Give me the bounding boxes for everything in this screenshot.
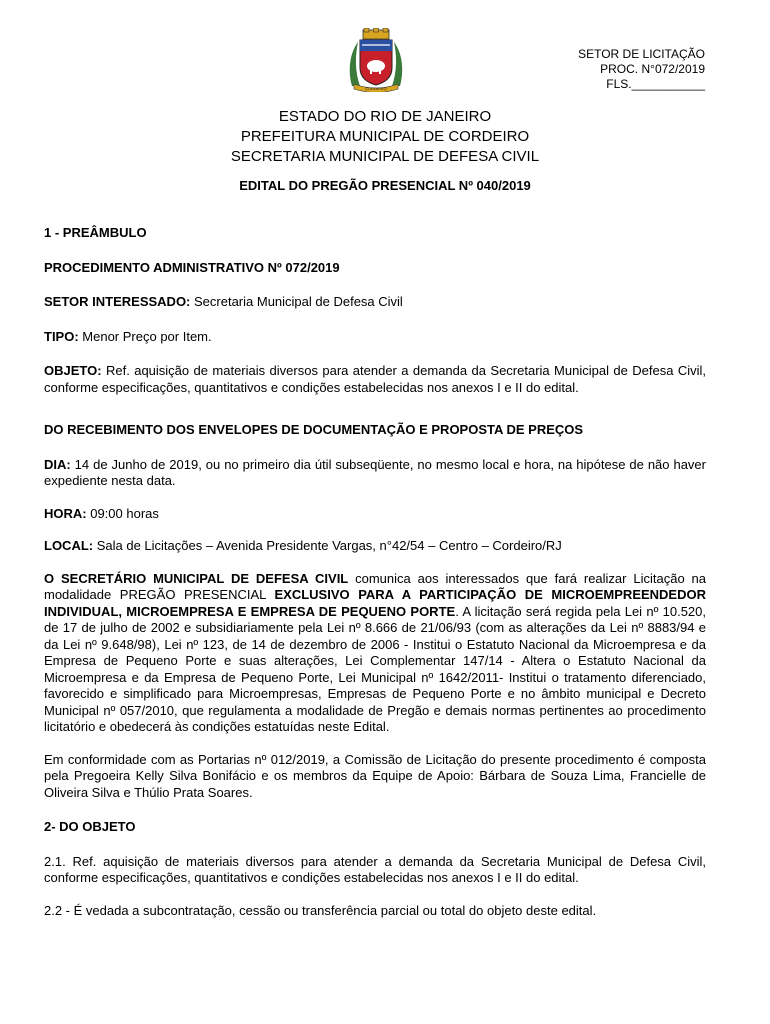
objeto-heading: 2- DO OBJETO: [44, 819, 136, 834]
tipo-value: Menor Preço por Item.: [78, 328, 212, 344]
setor-stamp: [465, 47, 705, 92]
crest-banner-text: CORDEIRO: [365, 86, 387, 91]
header-state: ESTADO DO RIO DE JANEIRO: [278, 108, 492, 125]
recebimento-heading: DO RECEBIMENTO DOS ENVELOPES DE DOCUMENTAÇÃO E PROPOSTA DE PREÇOS: [44, 422, 584, 437]
edital-title: EDITAL DO PREGÃO PRESENCIAL Nº 040/2019: [239, 178, 531, 193]
municipal-coat-of-arms-icon: [346, 28, 406, 92]
header-prefeitura: PREFEITURA MUNICIPAL DE CORDEIRO: [240, 128, 530, 145]
setor-interessado-value: Secretaria Municipal de Defesa Civil: [190, 294, 403, 309]
item-2-2: 2.2 - É vedada a subcontratação, cessão ou transferência parcial ou total do objeto deste edital.: [44, 902, 597, 918]
secretario-bold: O SECRETÁRIO MUNICIPAL DE DEFESA CIVIL: [44, 570, 349, 586]
item-2-1: 2.1. Ref. aquisição de materiais diversos para atender a demanda da Secretaria Municipal de Defesa Civil, conforme especificações, quantitativos e condições estabelecidas nos anexos I e II do edital.: [44, 853, 706, 885]
proc-number: PROC. N°072/2019: [600, 62, 705, 76]
dia-label: DIA:: [44, 456, 71, 472]
secretario-paragraph: [44, 571, 706, 736]
objeto-label: OBJETO:: [44, 363, 102, 378]
secretario-bold-2: EXCLUSIVO PARA A PARTICIPAÇÃO DE MICROEMPREENDEDOR INDIVIDUAL, MICROEMPRESA E EMPRESA DE PEQUENO PORTE: [44, 587, 706, 619]
procedimento-line: PROCEDIMENTO ADMINISTRATIVO Nº 072/2019: [44, 259, 340, 275]
local-value: Sala de Licitações – Avenida Presidente Vargas, n°42/54 – Centro – Cordeiro/RJ: [93, 538, 562, 553]
objeto-paragraph: [44, 363, 706, 396]
hora-value: 09:00 horas: [86, 505, 159, 521]
objeto-value: Ref. aquisição de materiais diversos para atender a demanda da Secretaria Municipal de Defesa Civil, conforme especificações, quantitativos e condições estabelecidas nos anexos I e II do edital.: [44, 363, 706, 395]
tipo-line: [44, 329, 706, 346]
secretario-text-2: . A licitação será regida pela Lei nº 10.520, de 17 de julho de 2002 e subsidiariamente pela Lei nº 8.666 de 21/06/93 (com as alterações da Lei nº 8883/94 e da Lei nº 9.648/98), Lei nº 123, de 14 de dezembro de 2006 - Institui o Estatuto Nacional da Microempresa e da Empresa de Pequeno Porte e suas alterações, Lei Complementar 147/14 - Altera o Estatuto Nacional da Microempresa e da Empresa de Pequeno Porte, Lei Municipal nº 1642/2011- Institui o tratamento diferenciado, favorecido e simplificado para Microempresas, Empresas de Pequeno Porte e no âmbito municipal e Decreto Municipal nº 057/2010, que regulamenta a modalidade de Pregão e demais normas pertinentes ao procedimento licitatório e obedecerá às condições estatuídas neste Edital.: [44, 603, 706, 734]
secretario-text-1: comunica aos interessados que fará realizar Licitação na modalidade PREGÃO PRESENCIAL: [44, 570, 707, 602]
hora-label: HORA:: [44, 505, 87, 521]
document-header: [0, 107, 770, 167]
fls-line: FLS.___________: [606, 77, 705, 91]
dia-paragraph: [44, 457, 706, 490]
hora-line: [44, 506, 706, 523]
setor-line: SETOR DE LICITAÇÃO: [578, 47, 705, 61]
dia-value: 14 de Junho de 2019, ou no primeiro dia útil subseqüente, no mesmo local e hora, na hipótese de não haver expediente nesta data.: [44, 456, 706, 488]
header-secretaria: SECRETARIA MUNICIPAL DE DEFESA CIVIL: [230, 148, 540, 165]
preambulo-heading: 1 - PREÂMBULO: [44, 225, 147, 240]
tipo-label: TIPO:: [44, 328, 79, 344]
setor-interessado-label: SETOR INTERESSADO:: [44, 294, 191, 309]
local-line: [44, 538, 706, 555]
local-label: LOCAL:: [44, 538, 94, 553]
conformidade-paragraph: Em conformidade com as Portarias nº 012/2019, a Comissão de Licitação do presente procedimento é composta pela Pregoeira Kelly Silva Bonifácio e os membros da Equipe de Apoio: Bárbara de Souza Lima, Francielle de Oliveira Silva e Thúlio Prata Soares.: [44, 751, 706, 800]
document-body: [44, 225, 706, 919]
setor-interessado: [44, 294, 706, 311]
